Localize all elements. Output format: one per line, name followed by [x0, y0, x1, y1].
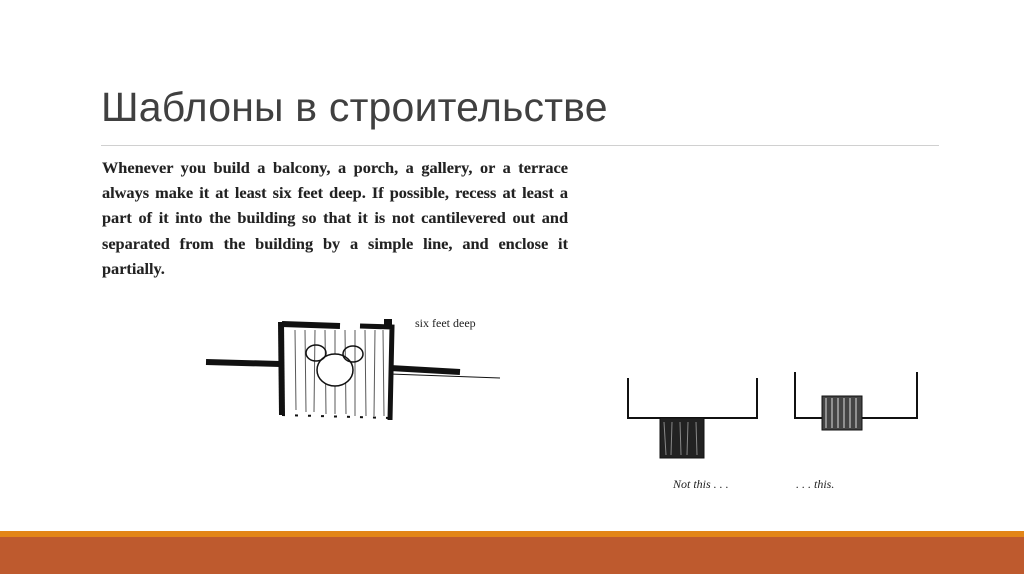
this-label: . . . this.	[796, 477, 835, 491]
quote-text: Whenever you build a balcony, a porch, a gallery, or a terrace always make it at least six feet deep. If possible, recess at least a part of it into the building so that it is not cantilevered out and separated from the building by a simple line, and enclose it partially.	[102, 158, 568, 278]
six-feet-deep-label: six feet deep	[415, 316, 476, 330]
not-this-sketch	[628, 378, 757, 458]
footer-bar	[0, 537, 1024, 574]
not-this-label: Not this . . .	[673, 477, 729, 491]
this-sketch	[795, 372, 917, 430]
balcony-plan-sketch	[206, 322, 500, 420]
slide-title: Шаблоны в строительстве	[101, 84, 608, 130]
